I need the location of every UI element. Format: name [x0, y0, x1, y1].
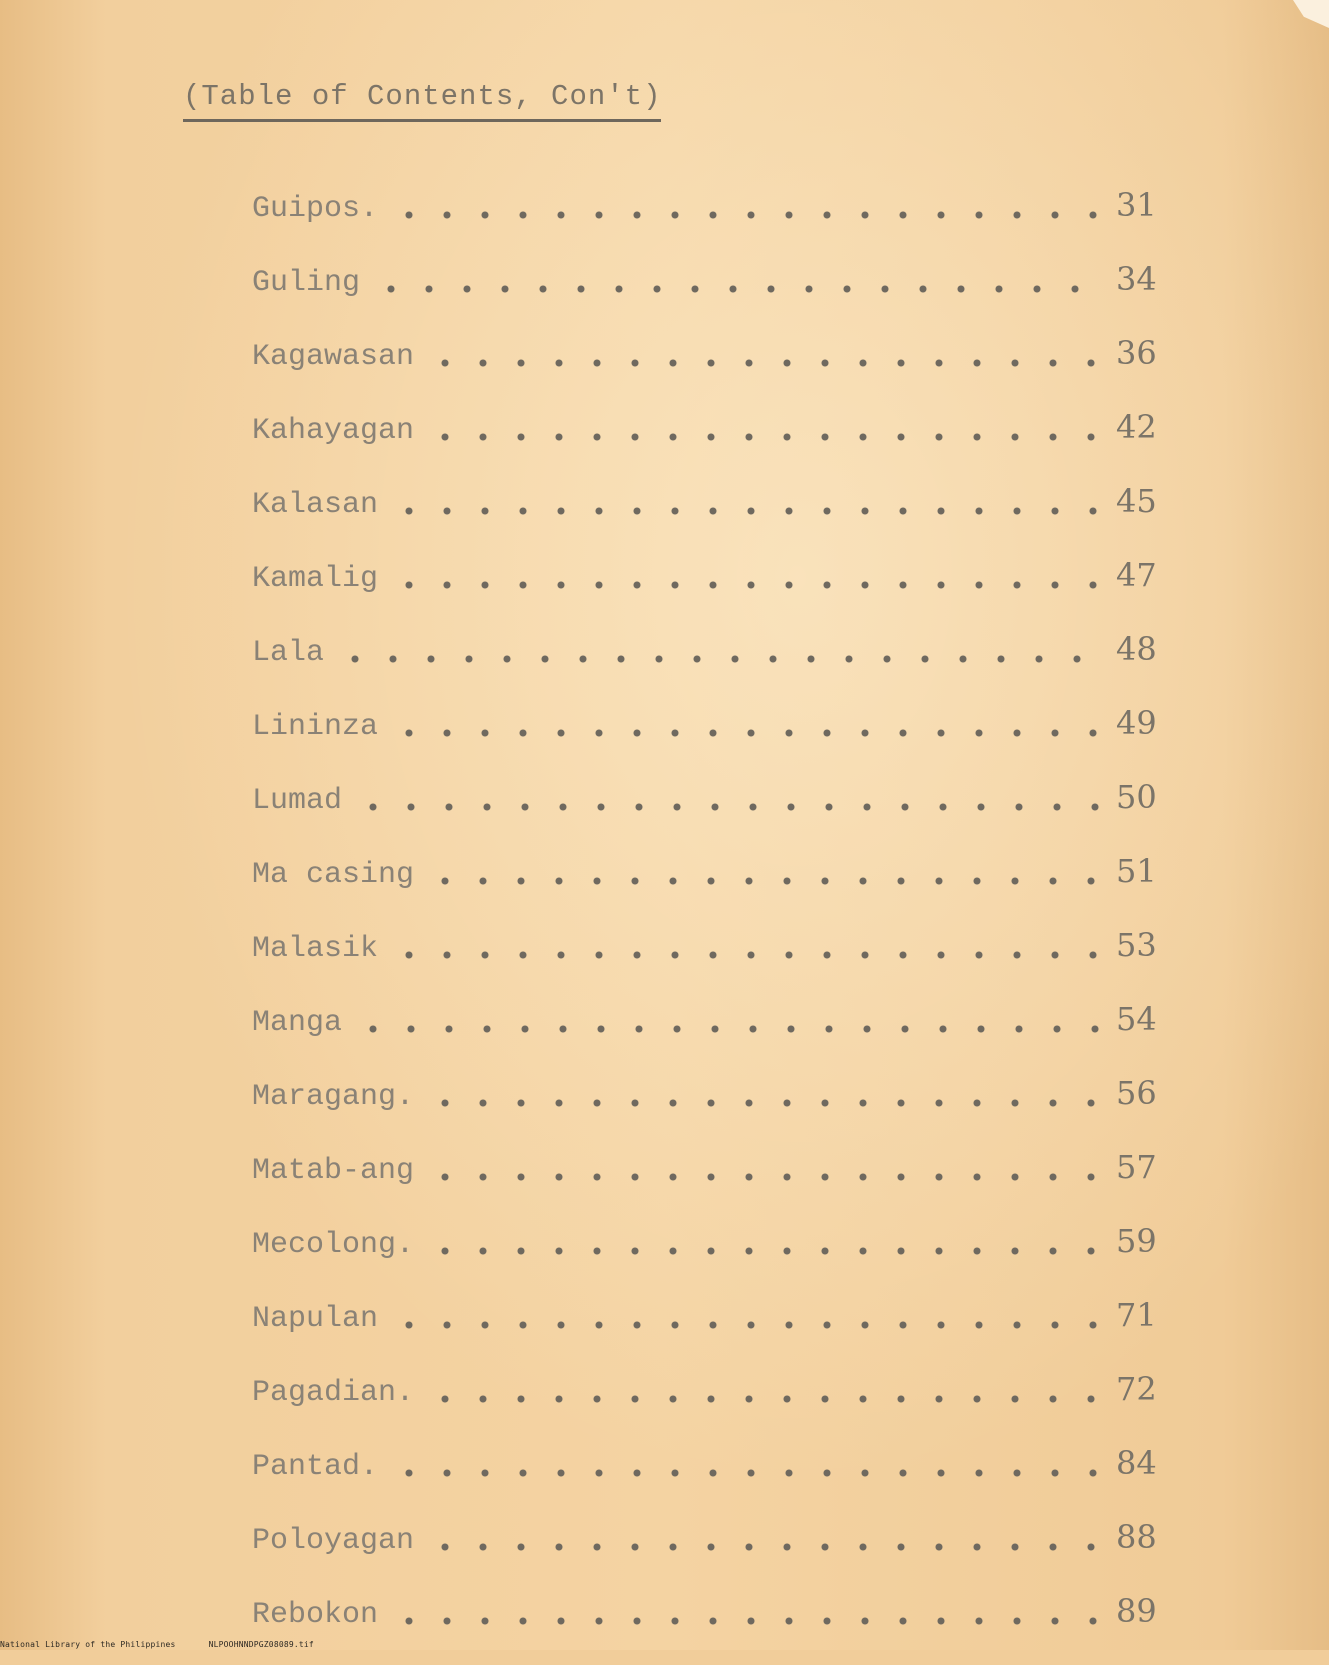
entry-page-number: 50	[1116, 778, 1157, 816]
dot-leader	[390, 507, 1106, 515]
dot-leader	[390, 211, 1106, 219]
toc-entry	[252, 1221, 1164, 1295]
dot-leader	[390, 1617, 1106, 1625]
entry-page-number: 51	[1116, 852, 1157, 890]
dot-leader	[354, 803, 1106, 811]
entry-name: Lala	[252, 636, 325, 670]
entry-name: Ma casing	[252, 858, 415, 892]
library-credit: National Library of the Philippines	[0, 1640, 176, 1649]
toc-entry	[252, 925, 1164, 999]
entry-page-number: 47	[1116, 556, 1157, 594]
entry-page-number: 71	[1116, 1296, 1157, 1334]
entry-page-number: 84	[1116, 1444, 1157, 1482]
entry-page-number: 54	[1116, 1000, 1157, 1038]
entry-name: Malasik	[252, 932, 379, 966]
toc-entry	[252, 1443, 1164, 1517]
entry-name: Poloyagan	[252, 1524, 415, 1558]
dot-leader	[426, 1173, 1106, 1181]
entry-page-number: 88	[1116, 1518, 1157, 1556]
toc-entry	[252, 1073, 1164, 1147]
entry-page-number: 56	[1116, 1074, 1157, 1112]
page-corner	[1293, 0, 1329, 28]
entry-name: Kamalig	[252, 562, 379, 596]
entry-name: Guipos.	[252, 192, 379, 226]
entry-page-number: 57	[1116, 1148, 1157, 1186]
entry-page-number: 49	[1116, 704, 1157, 742]
dot-leader	[336, 655, 1106, 663]
entry-page-number: 34	[1116, 260, 1157, 298]
toc-list	[252, 185, 1164, 1665]
toc-entry	[252, 1147, 1164, 1221]
dot-leader	[390, 1321, 1106, 1329]
toc-entry	[252, 703, 1164, 777]
dot-leader	[390, 951, 1106, 959]
toc-entry	[252, 1369, 1164, 1443]
entry-page-number: 72	[1116, 1370, 1157, 1408]
entry-page-number: 42	[1116, 408, 1157, 446]
page-heading: (Table of Contents, Con't)	[183, 80, 661, 122]
dot-leader	[426, 1247, 1106, 1255]
entry-name: Pagadian.	[252, 1376, 415, 1410]
toc-entry	[252, 407, 1164, 481]
entry-page-number: 53	[1116, 926, 1157, 964]
entry-name: Napulan	[252, 1302, 379, 1336]
dot-leader	[426, 1395, 1106, 1403]
entry-page-number: 48	[1116, 630, 1157, 668]
entry-name: Kalasan	[252, 488, 379, 522]
entry-name: Kagawasan	[252, 340, 415, 374]
entry-name: Lininza	[252, 710, 379, 744]
entry-name: Matab-ang	[252, 1154, 415, 1188]
toc-entry	[252, 481, 1164, 555]
toc-entry	[252, 1517, 1164, 1591]
dot-leader	[426, 1543, 1106, 1551]
toc-entry	[252, 1295, 1164, 1369]
dot-leader	[426, 1099, 1106, 1107]
toc-entry	[252, 185, 1164, 259]
entry-name: Kahayagan	[252, 414, 415, 448]
entry-name: Guling	[252, 266, 361, 300]
toc-entry	[252, 333, 1164, 407]
dot-leader	[426, 877, 1106, 885]
dot-leader	[390, 1469, 1106, 1477]
toc-entry	[252, 629, 1164, 703]
toc-entry	[252, 1591, 1164, 1665]
dot-leader	[372, 285, 1106, 293]
entry-name: Maragang.	[252, 1080, 415, 1114]
entry-name: Mecolong.	[252, 1228, 415, 1262]
entry-name: Rebokon	[252, 1598, 379, 1632]
entry-page-number: 45	[1116, 482, 1157, 520]
scan-footer	[0, 1640, 314, 1649]
toc-entry	[252, 555, 1164, 629]
scan-filename: NLPOOHNNDPGZ08089.tif	[208, 1640, 314, 1649]
dot-leader	[354, 1025, 1106, 1033]
toc-entry	[252, 777, 1164, 851]
dot-leader	[426, 433, 1106, 441]
entry-page-number: 89	[1116, 1592, 1157, 1630]
dot-leader	[390, 581, 1106, 589]
entry-page-number: 59	[1116, 1222, 1157, 1260]
toc-entry	[252, 999, 1164, 1073]
entry-page-number: 31	[1116, 186, 1157, 224]
dot-leader	[426, 359, 1106, 367]
entry-name: Lumad	[252, 784, 343, 818]
toc-entry	[252, 259, 1164, 333]
entry-name: Pantad.	[252, 1450, 379, 1484]
dot-leader	[390, 729, 1106, 737]
toc-entry	[252, 851, 1164, 925]
entry-name: Manga	[252, 1006, 343, 1040]
entry-page-number: 36	[1116, 334, 1157, 372]
